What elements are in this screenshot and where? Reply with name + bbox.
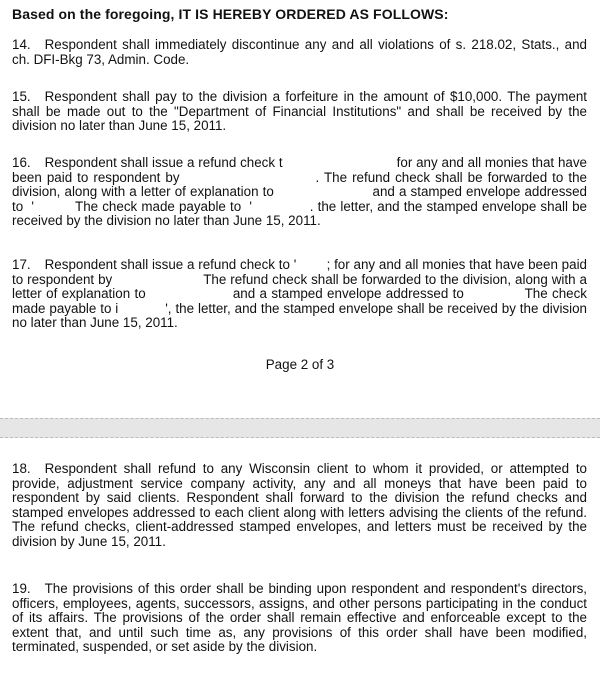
paragraph-19 bbox=[12, 582, 587, 655]
paragraph-14 bbox=[12, 38, 587, 67]
paragraph-number: 16. bbox=[12, 155, 31, 170]
paragraph-text: The provisions of this order shall be binding upon respondent and respondent's directors, officers, employees, agents, successors, assigns, and other persons participating in the conduct of its affairs. The provisions of the order shall remain effective and enforceable except to the extent that, and until such time as, any provisions of this order shall have been modified, terminated, suspended, or set aside by the division. bbox=[12, 581, 587, 654]
document-page-3 bbox=[0, 438, 600, 690]
page-break bbox=[0, 418, 600, 438]
paragraph-number: 18. bbox=[12, 461, 31, 476]
paragraph-text: Respondent shall pay to the division a forfeiture in the amount of $10,000. The payment shall be made out to the "Department of Financial Institutions" and shall be received by the division no later than June 15, 2011. bbox=[12, 89, 587, 133]
paragraph-number: 14. bbox=[12, 37, 31, 52]
paragraph-17 bbox=[12, 257, 591, 331]
paragraph-text: Respondent shall issue a refund check t for any and all monies that have been paid to respondent by . The refund check shall be forwarded to the division, along with a letter of explanation to and a stamped envelope addressed to ' The check made payable to ' . the letter, and the stamped envelope shall be received by the division no later than June 15, 2011. bbox=[12, 155, 591, 228]
paragraph-16 bbox=[12, 155, 591, 229]
paragraph-18 bbox=[12, 462, 587, 549]
page-number: Page 2 of 3 bbox=[265, 357, 335, 372]
paragraph-number: 17. bbox=[12, 257, 31, 272]
order-heading: Based on the foregoing, IT IS HEREBY ORDERED AS FOLLOWS: bbox=[12, 6, 449, 22]
paragraph-text: Respondent shall issue a refund check to ' ; for any and all monies that have been paid to respondent by The refund check shall be forwarded to the division, along with a letter of explanation to and a stamped envelope addressed to The check made payable to i ', the letter, and the stamped envelope shall be received by the division no later than June 15, 2011. bbox=[12, 257, 591, 330]
paragraph-number: 15. bbox=[12, 89, 31, 104]
paragraph-text: Respondent shall immediately discontinue any and all violations of s. 218.02, Stats., and ch. DFI-Bkg 73, Admin. Code. bbox=[12, 37, 587, 67]
paragraph-text: Respondent shall refund to any Wisconsin client to whom it provided, or attempted to provide, adjustment service company activity, any and all moneys that have been paid to respondent by said clients. Respondent shall forward to the division the refund checks and stamped envelopes addressed to each client along with letters advising the clients of the refund. The refund checks, client-addressed stamped envelopes, and letters must be received by the division by June 15, 2011. bbox=[12, 461, 587, 549]
paragraph-number: 19. bbox=[12, 581, 31, 596]
paragraph-15 bbox=[12, 90, 587, 134]
